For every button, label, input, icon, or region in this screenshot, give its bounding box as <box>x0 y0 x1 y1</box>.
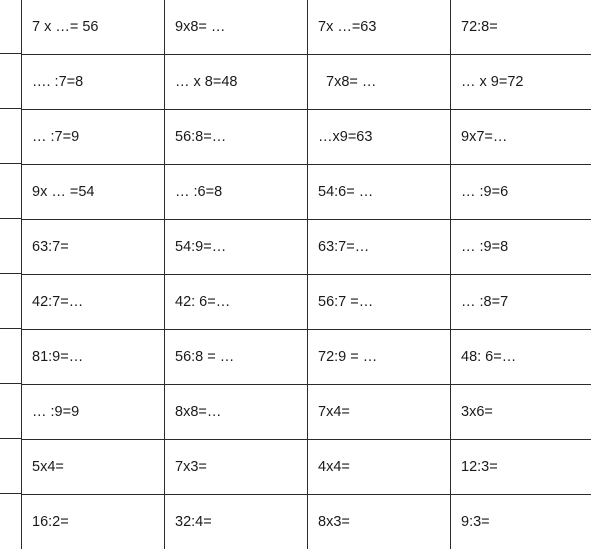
exercise-cell: 8x8=… <box>165 385 308 440</box>
exercise-cell: … :6=8 <box>165 165 308 220</box>
exercise-cell: 54:6= … <box>308 165 451 220</box>
exercise-cell: … x 9=72 <box>451 55 591 110</box>
exercise-cell: … x 8=48 <box>165 55 308 110</box>
margin-line <box>0 163 21 164</box>
table-row <box>22 110 591 165</box>
exercise-cell: 7 x …= 56 <box>22 0 165 55</box>
exercise-cell: 42:7=… <box>22 275 165 330</box>
table-row <box>22 220 591 275</box>
exercise-cell: 81:9=… <box>22 330 165 385</box>
table-row <box>22 275 591 330</box>
exercise-cell: … :9=9 <box>22 385 165 440</box>
exercise-cell: 9x … =54 <box>22 165 165 220</box>
exercise-cell: … :7=9 <box>22 110 165 165</box>
table-row <box>22 385 591 440</box>
exercise-cell: 32:4= <box>165 495 308 549</box>
exercise-cell: 72:9 = … <box>308 330 451 385</box>
exercise-cell: 9x7=… <box>451 110 591 165</box>
exercise-cell: 16:2= <box>22 495 165 549</box>
exercise-cell: …. :7=8 <box>22 55 165 110</box>
exercise-cell: 63:7= <box>22 220 165 275</box>
exercise-cell: 72:8= <box>451 0 591 55</box>
exercise-cell: 63:7=… <box>308 220 451 275</box>
left-margin <box>0 0 21 547</box>
exercise-cell: 7x4= <box>308 385 451 440</box>
exercise-cell: 9:3= <box>451 495 591 549</box>
exercise-cell: … :8=7 <box>451 275 591 330</box>
margin-line <box>0 273 21 274</box>
exercise-cell: 48: 6=… <box>451 330 591 385</box>
exercise-cell: …x9=63 <box>308 110 451 165</box>
exercise-cell: 7x …=63 <box>308 0 451 55</box>
exercise-cell: … :9=8 <box>451 220 591 275</box>
exercise-cell: 4x4= <box>308 440 451 495</box>
exercise-cell: 5x4= <box>22 440 165 495</box>
table-row <box>22 330 591 385</box>
exercise-cell: 3x6= <box>451 385 591 440</box>
margin-line <box>0 493 21 494</box>
margin-line <box>0 438 21 439</box>
margin-line <box>0 218 21 219</box>
exercise-cell: 56:7 =… <box>308 275 451 330</box>
exercise-cell: 42: 6=… <box>165 275 308 330</box>
exercise-cell: 7x8= … <box>308 55 451 110</box>
exercise-cell: 7x3= <box>165 440 308 495</box>
margin-line <box>0 53 21 54</box>
table-row <box>22 165 591 220</box>
exercise-table <box>21 0 591 549</box>
table-row <box>22 55 591 110</box>
exercise-cell: 56:8 = … <box>165 330 308 385</box>
table-row <box>22 0 591 55</box>
margin-line <box>0 108 21 109</box>
exercise-cell: 54:9=… <box>165 220 308 275</box>
exercise-cell: 8x3= <box>308 495 451 549</box>
table-row <box>22 440 591 495</box>
exercise-cell: 56:8=… <box>165 110 308 165</box>
table-row <box>22 495 591 549</box>
margin-line <box>0 383 21 384</box>
exercise-cell: … :9=6 <box>451 165 591 220</box>
exercise-cell: 12:3= <box>451 440 591 495</box>
exercise-cell: 9x8= … <box>165 0 308 55</box>
margin-line <box>0 328 21 329</box>
